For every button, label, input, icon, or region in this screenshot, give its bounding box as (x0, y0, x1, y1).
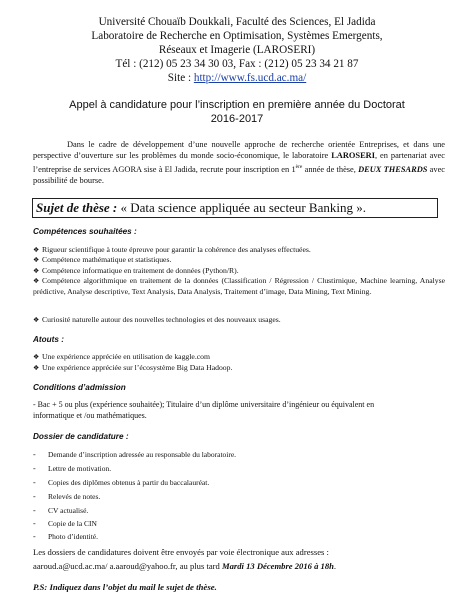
email-addresses[interactable]: aaroud.a@ucd.ac.ma/ a.aaroud@yahoo.fr, au plus tard (33, 561, 222, 571)
submission-info: Les dossiers de candidatures doivent être envoyés par voie électronique aux adresses : (33, 547, 329, 557)
bullet-diamond-icon: ❖ (33, 256, 40, 264)
atout-item: ❖ Une expérience appréciée en utilisation de kaggle.com (33, 352, 210, 361)
bullet-diamond-icon: ❖ (33, 267, 40, 275)
competence-item: ❖ Compétence mathématique et statistiques. (33, 255, 172, 264)
bullet-diamond-icon: ❖ (33, 316, 40, 324)
dossier-item: Photo d’identité. (48, 532, 98, 541)
dossier-heading: Dossier de candidature : (33, 432, 129, 441)
header-contact: Tél : (212) 05 23 34 30 03, Fax : (212) 05 23 34 21 87 (115, 58, 359, 70)
header-site (0, 71, 474, 85)
thesis-subject-label: Sujet de thèse : (36, 200, 118, 215)
thesis-subject-box (32, 198, 438, 218)
bullet-diamond-icon: ❖ (33, 364, 40, 372)
header-university: Université Chouaïb Doukkali, Faculté des Sciences, El Jadida (98, 16, 376, 28)
competences-heading: Compétences souhaitées : (33, 227, 137, 236)
competence-item: ❖ Curiosité naturelle autour des nouvelles technologies et des nouveaux usages. (33, 315, 281, 324)
thesis-subject-text: « Data science appliquée au secteur Banking ». (117, 200, 366, 215)
site-label: Site : (167, 72, 194, 84)
atout-item: ❖ Une expérience appréciée sur l’écosystème Big Data Hadoop. (33, 363, 233, 372)
competence-item: ❖ Compétence informatique en traitement de données (Python/R). (33, 266, 239, 275)
dossier-item: Demande d’inscription adressée au responsable du laboratoire. (48, 450, 237, 459)
header-lab-line1: Laboratoire de Recherche en Optimisation, Systèmes Emergents, (91, 30, 383, 42)
competence-item: ❖ Compétence algorithmique en traitement de la données (Classification / Régression / Clustirnique, Machine learning, Analyse prédictive, Analyse descriptive, Text Analysis, Data Analysis, Traitement d’image, Data Mining, Text Mining. (33, 276, 445, 296)
ps-note: P.S: Indiquez dans l’objet du mail le sujet de thèse. (33, 582, 217, 592)
atouts-heading: Atouts : (33, 335, 64, 344)
bullet-diamond-icon: ❖ (33, 353, 40, 361)
dossier-item: Lettre de motivation. (48, 464, 112, 473)
dossier-item: Copie de la CIN (48, 519, 97, 528)
submission-addresses: aaroud.a@ucd.ac.ma/ a.aaroud@yahoo.fr, au plus tard Mardi 13 Décembre 2016 à 18h. (33, 561, 337, 571)
dossier-item: CV actualisé. (48, 506, 89, 515)
bullet-diamond-icon: ❖ (33, 246, 40, 254)
dossier-item: Copies des diplômes obtenus à partir du baccalauréat. (48, 478, 210, 487)
competence-item: ❖ Rigueur scientifique à toute épreuve pour garantir la cohérence des analyses effectuées. (33, 245, 311, 254)
site-link[interactable]: http://www.fs.ucd.ac.ma/ (193, 72, 307, 84)
conditions-heading: Conditions d’admission (33, 383, 126, 392)
deadline: Mardi 13 Décembre 2016 à 18h (221, 561, 334, 571)
conditions-line: informatique et /ou mathématiques. (33, 411, 147, 420)
doc-year: 2016-2017 (210, 113, 264, 125)
document-page: Université Chouaïb Doukkali, Faculté des Sciences, El Jadida Laboratoire de Recherche en Optimisation, Systèmes Emergents, Réseaux et Imagerie (LAROSERI) Tél : (212) 05 23 34 30 03, Fax : (212) 05 23 34 21 87 Site : http://www.fs.ucd.ac.ma/ Appel à candidature pour l’inscription en première année du Doctorat 2016-2017 Dans le cadre de développement d’une nouvelle approche de recherche orientée Entreprises, et dans une perspective d’ouverture sur les problèmes du monde socio-économique, le laboratoire LAROSERI, en partenariat avec l’entreprise de services AGORA sise à El Jadida, recrute pour inscription en 1ère année de thèse, DEUX THESARDS avec possibilité de bourse. Sujet de thèse : « Data science appliquée au secteur Banking ». Compétences souhaitées : ❖ Rigueur scientifique à toute épreuve pour garantir la cohérence des analyses effectuées. ❖ Compétence mathématique et statistiques. ❖ Compétence informatique en traitement de données (Python/R). ❖ Compétence algorithmique en traitement de la données (Classification / Régression / Clustirnique, Machine learning, Analyse prédictive, Analyse descriptive, Text Analysis, Data Analysis, Traitement d’image, Data Mining, Text Mining. ❖ Curiosité naturelle autour des nouvelles technologies et des nouveaux usages. Atouts : ❖ Une expérience appréciée en utilisation de kaggle.com ❖ Une expérience appréciée sur l’écosystème Big Data Hadoop. Conditions d’admission - Bac + 5 ou plus (expérience souhaitée); Titulaire d’un diplôme universitaire d’ingénieur ou équivalent en informatique et /ou mathématiques. Dossier de candidature : - Demande d’inscription adressée au responsable du laboratoire. - Lettre de motivation. - Copies des diplômes obtenus à partir du baccalauréat. - Relevés de notes. - CV actualisé. - Copie de la CIN - Photo d’identité. Les dossiers de candidatures doivent être envoyés par voie électronique aux adresses : aaroud.a@ucd.ac.ma/ a.aaroud@yahoo.fr, au plus tard Mardi 13 Décembre 2016 à 18h. P.S: Indiquez dans l’objet du mail le sujet de thèse. (0, 0, 474, 613)
conditions-line: - Bac + 5 ou plus (expérience souhaitée); Titulaire d’un diplôme universitaire d’ingénieur ou équivalent en (33, 400, 375, 409)
header-lab-line2: Réseaux et Imagerie (LAROSERI) (158, 44, 316, 56)
intro-paragraph: Dans le cadre de développement d’une nouvelle approche de recherche orientée Entreprises, et dans une perspective d’ouverture sur les problèmes du monde socio-économique, le laboratoire LAROSERI, en partenariat avec l’entreprise de services AGORA sise à El Jadida, recrute pour inscription en 1ère année de thèse, DEUX THESARDS avec possibilité de bourse. (33, 140, 445, 186)
dossier-item: Relevés de notes. (48, 492, 101, 501)
doc-title: Appel à candidature pour l’inscription en première année du Doctorat (69, 99, 405, 111)
bullet-diamond-icon: ❖ (33, 277, 40, 285)
